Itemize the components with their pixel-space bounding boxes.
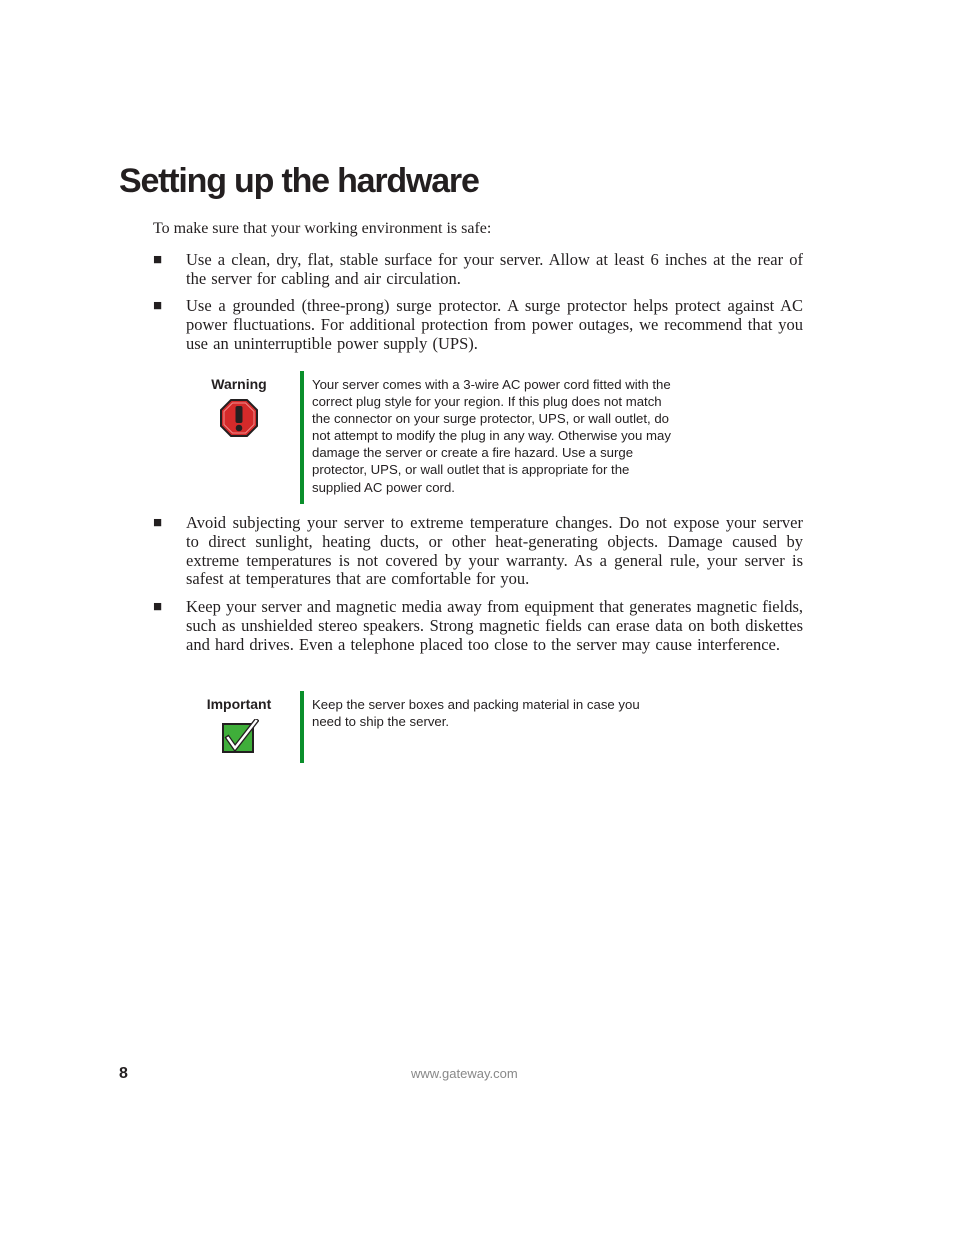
list-item-text: Keep your server and magnetic media away from equipment that generates magnetic fields, such as unshielded stereo speakers. Strong magnetic fields can erase data on both diskettes and hard drives. Even a telephone placed too close to the server may cause interference.: [186, 597, 803, 654]
list-item-text: Use a clean, dry, flat, stable surface for your server. Allow at least 6 inches at the rear of the server for cabling and air circulation.: [186, 250, 803, 288]
bullet-icon: ■: [153, 599, 163, 615]
bullet-icon: ■: [153, 515, 163, 531]
bullet-icon: ■: [153, 298, 163, 314]
list-item: [153, 598, 803, 654]
bullet-icon: ■: [153, 252, 163, 268]
list-item-text: Avoid subjecting your server to extreme temperature changes. Do not expose your server to direct sunlight, heating ducts, or other heat-generating objects. Damage caused by extreme temperatures is not covered by your warranty. As a general rule, your server is safest at temperatures that are comfortable for you.: [186, 513, 803, 589]
list-item-text: Use a grounded (three-prong) surge protector. A surge protector helps protect against AC power fluctuations. For additional protection from power outages, we recommend that you use an uninterruptible power supply (UPS).: [186, 296, 803, 353]
warning-text: Your server comes with a 3-wire AC power cord fitted with the correct plug style for your region. If this plug does not match the connector on your surge protector, UPS, or wall outlet, do not attempt to modify the plug in any way. Otherwise you may damage the server or create a fire hazard. Use a surge protector, UPS, or wall outlet that is appropriate for the supplied AC power cord.: [312, 377, 671, 495]
important-label: Important: [206, 696, 272, 712]
important-text: Keep the server boxes and packing material in case you need to ship the server.: [312, 697, 640, 730]
important-accent-bar: [300, 691, 304, 763]
intro-text: To make sure that your working environment is safe:: [153, 220, 492, 237]
list-item: [153, 297, 803, 353]
footer-url: www.gateway.com: [411, 1066, 518, 1081]
list-item: [153, 251, 803, 289]
warning-accent-bar: [300, 371, 304, 504]
checkmark-icon: [221, 719, 259, 760]
warning-label: Warning: [211, 376, 267, 392]
warning-stop-icon: [220, 399, 258, 442]
page-title: Setting up the hardware: [119, 162, 479, 200]
page-number: 8: [119, 1065, 128, 1082]
list-item: [153, 514, 803, 589]
